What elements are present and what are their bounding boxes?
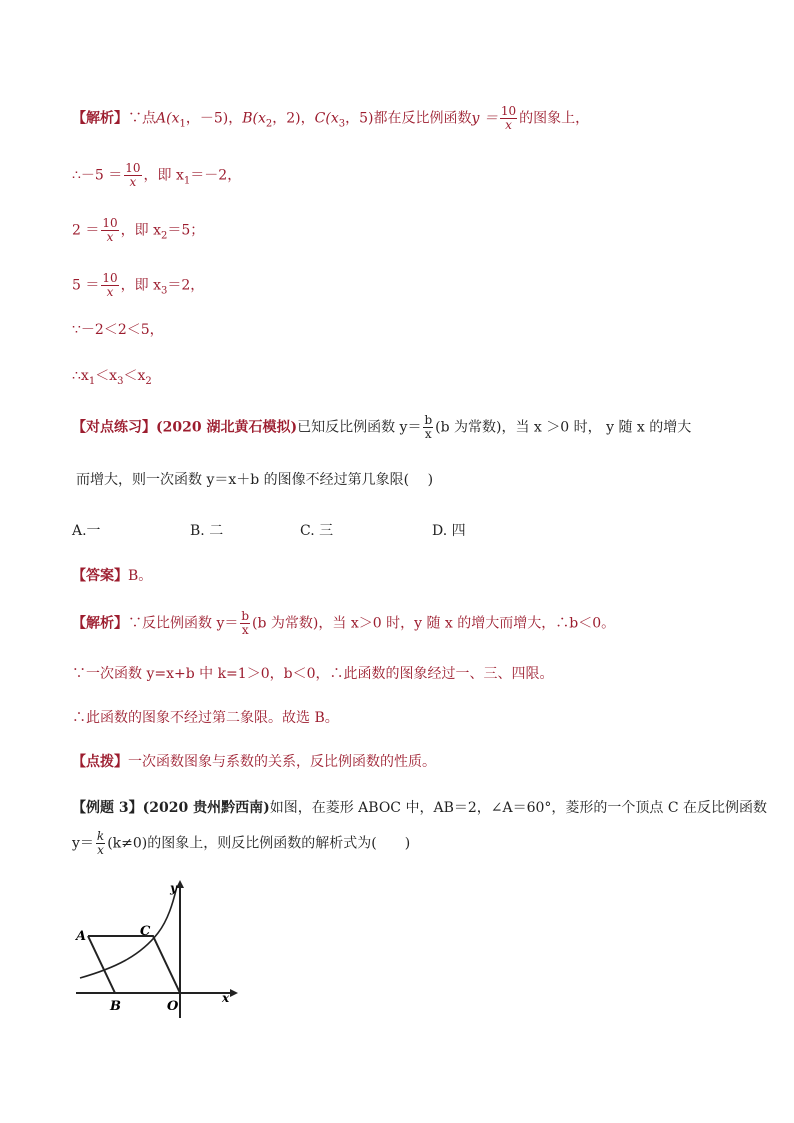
label-c: C	[140, 924, 151, 939]
step-1: ∴－5 ＝ $\frac{10}{x}$ ，即 $x_1=-2$，	[72, 161, 242, 189]
label-y: y	[170, 881, 177, 895]
hyperbola-curve	[80, 886, 177, 978]
example-3-line-1: 【例题 3】(2020 贵州黔西南)如图，在菱形 ABOC 中，AB＝2，∠A＝60°，菱形的一个顶点 C 在反比例函数	[72, 800, 768, 816]
analysis-2-line-2: ∵一次函数 y=x+b 中 k=1＞0，b＜0，∴此函数的图象经过一、三、四限。	[72, 666, 554, 682]
fraction: $\frac{10}{x}$	[102, 216, 118, 244]
tip-line: 【点拨】一次函数图象与系数的关系，反比例函数的性质。	[72, 754, 436, 770]
rhombus-figure	[70, 878, 250, 1028]
choice-a[interactable]: A.一	[72, 523, 101, 539]
label-o: O	[167, 999, 179, 1014]
step-4: ∵－2＜2＜5，	[72, 322, 164, 338]
analysis-2-line-1: 【解析】∵反比例函数 y＝ $\frac{b}{x}$ (b 为常数)，当 x＞0 时，y 随 x 的增大而增大，∴b＜0。	[72, 609, 616, 637]
choice-b[interactable]: B. 二	[190, 523, 224, 539]
label-a: A	[76, 929, 87, 944]
step-2: 2 ＝ $\frac{10}{x}$ ，即 $x_2=5$；	[72, 216, 205, 244]
practice-line-1: 【对点练习】(2020 湖北黄石模拟)已知反比例函数 y＝ $\frac{b}{x}$ (b 为常数)，当 x ＞0 时， y 随 x 的增大	[72, 413, 692, 441]
x-axis-arrow	[230, 989, 238, 997]
fraction: $\frac{10}{x}$	[125, 161, 141, 189]
analysis-2-line-3: ∴此函数的图象不经过第二象限。故选 B。	[72, 710, 339, 726]
fraction: $\frac{10}{x}$	[500, 104, 517, 132]
rhombus-abo-c	[88, 936, 180, 993]
answer-tag: 【答案】	[72, 568, 128, 584]
label-b: B	[110, 999, 121, 1014]
label-x: x	[222, 991, 230, 1005]
practice-tag: 【对点练习】	[72, 419, 156, 436]
fraction: $\frac{k}{x}$	[96, 829, 105, 857]
fraction: $\frac{10}{x}$	[102, 271, 118, 299]
analysis-tag: 【解析】	[72, 110, 128, 127]
example-3-line-2: y＝ $\frac{k}{x}$ (k≠0)的图象上，则反比例函数的解析式为( )	[72, 829, 411, 857]
practice-line-2: 而增大，则一次函数 y＝x＋b 的图像不经过第几象限( )	[76, 472, 434, 488]
example-tag: 【例题 3】	[72, 800, 143, 816]
step-5: $\therefore x_1<x_3<x_2$	[72, 368, 152, 387]
fraction: $\frac{b}{x}$	[424, 413, 433, 441]
step-3: 5 ＝ $\frac{10}{x}$ ，即 $x_3=2$，	[72, 271, 205, 299]
tip-tag: 【点拨】	[72, 754, 128, 770]
choice-d[interactable]: D. 四	[432, 523, 466, 539]
analysis-1-line: 【解析】∵点$A(x_1$，－5)，$B(x_2$，2)，$C(x_3$，5)都在反比例函数y ＝ $\frac{10}{x}$ 的图象上，	[72, 104, 590, 132]
fraction: $\frac{b}{x}$	[241, 609, 250, 637]
answer-line: 【答案】B。	[72, 568, 153, 584]
choice-c[interactable]: C. 三	[300, 523, 334, 539]
